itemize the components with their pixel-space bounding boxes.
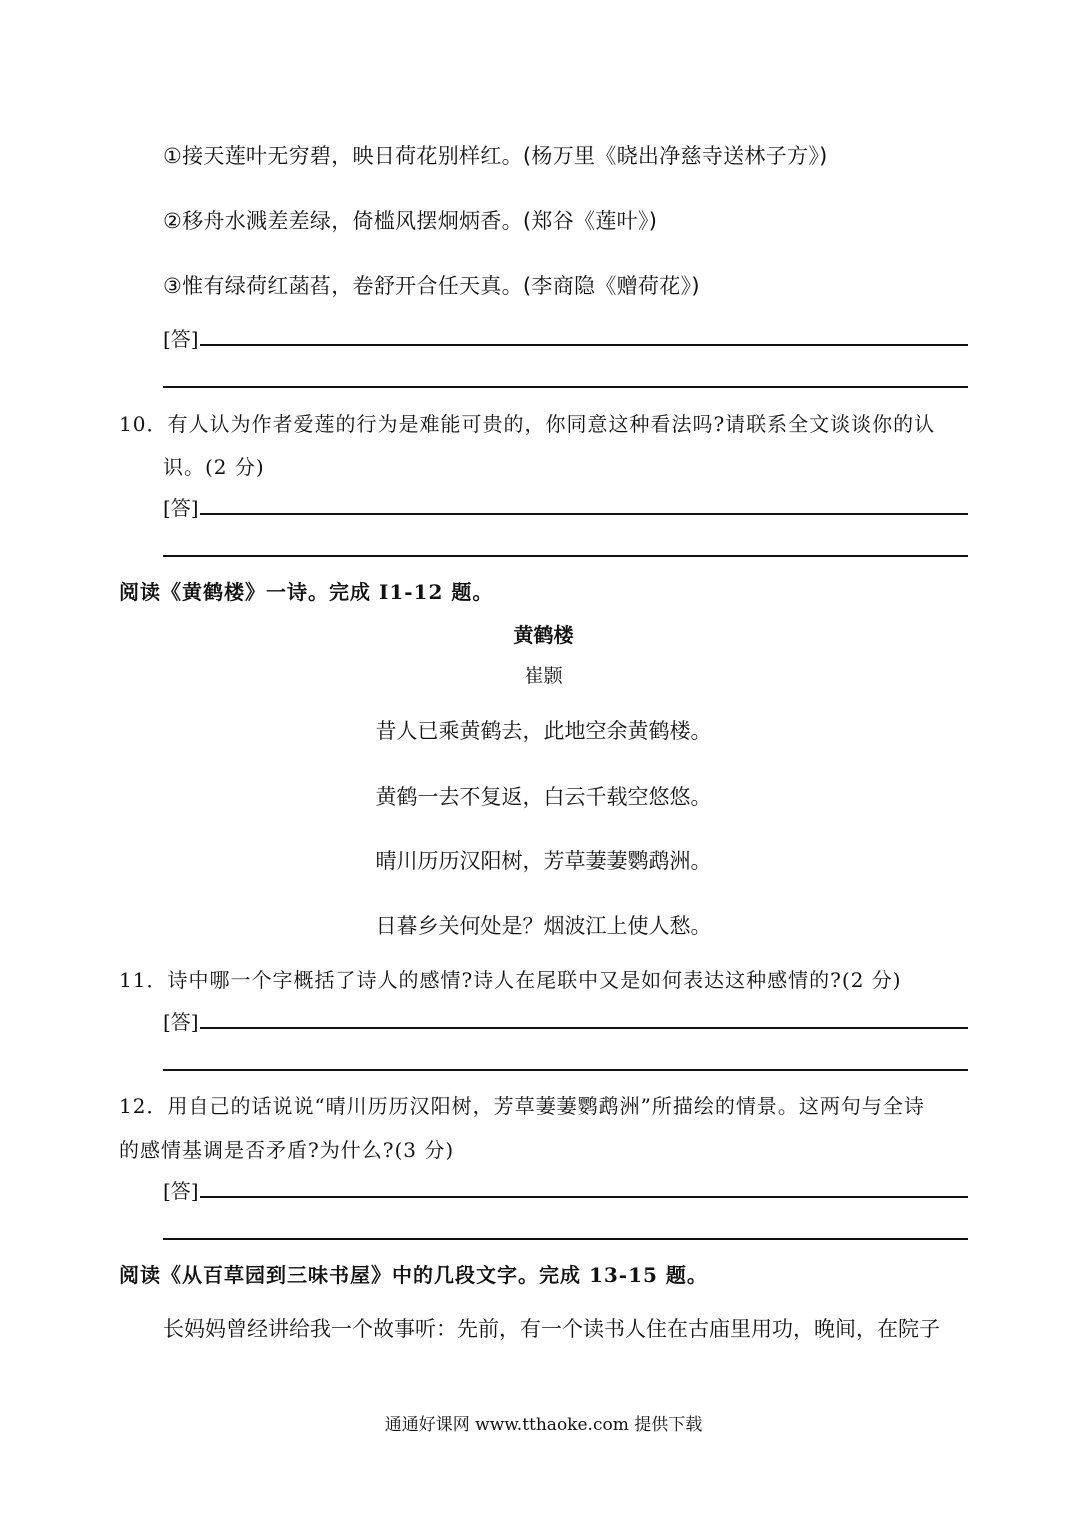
lotus-quote-2: ②移舟水溅差差绿，倚槛风摆炯炳香。(郑谷《莲叶》) (163, 209, 658, 233)
answer-line[interactable] (200, 1027, 968, 1029)
lotus-quote-1: ①接天莲叶无穷碧，映日荷花别样红。(杨万里《晓出净慈寺送林子方》) (163, 144, 828, 168)
question-11: 11．诗中哪一个字概括了诗人的感情?诗人在尾联中又是如何表达这种感情的?(2 分) (119, 968, 902, 992)
poem-line-1: 昔人已乘黄鹤去，此地空余黄鹤楼。 (375, 719, 712, 743)
section-heading-prose: 阅读《从百草园到三味书屋》中的几段文字。完成 13-15 题。 (119, 1263, 708, 1287)
poem-line-3: 晴川历历汉阳树，芳草萋萋鹦鹉洲。 (375, 849, 712, 873)
question-12-line1: 12．用自己的话说说“晴川历历汉阳树，芳草萋萋鹦鹉洲”所描绘的情景。这两句与全诗 (119, 1094, 925, 1118)
answer-line[interactable] (200, 513, 968, 515)
poem-title: 黄鹤楼 (513, 623, 574, 647)
question-10-line2: 识。(2 分) (163, 455, 265, 479)
answer-line[interactable] (163, 1069, 968, 1071)
question-10-line1: 10．有人认为作者爱莲的行为是难能可贵的，你同意这种看法吗?请联系全文谈谈你的认 (119, 412, 936, 436)
prose-paragraph: 长妈妈曾经讲给我一个故事听：先前，有一个读书人住在古庙里用功，晚间，在院子 (163, 1317, 940, 1341)
poem-line-4: 日暮乡关何处是？烟波江上使人愁。 (375, 914, 712, 938)
answer-label: [答] (163, 327, 199, 351)
answer-line[interactable] (200, 1196, 968, 1198)
answer-line[interactable] (163, 1238, 968, 1240)
question-12-line2: 的感情基调是否矛盾?为什么?(3 分) (119, 1138, 455, 1162)
answer-label: [答] (163, 496, 199, 520)
answer-label: [答] (163, 1010, 199, 1034)
answer-label: [答] (163, 1179, 199, 1203)
poem-author: 崔颢 (524, 665, 563, 687)
answer-line[interactable] (163, 555, 968, 557)
lotus-quote-3: ③惟有绿荷红菡萏，卷舒开合任天真。(李商隐《赠荷花》) (163, 274, 700, 298)
page-footer: 通通好课网 www.tthaoke.com 提供下载 (384, 1415, 703, 1435)
poem-line-2: 黄鹤一去不复返，白云千载空悠悠。 (375, 785, 712, 809)
answer-line[interactable] (200, 344, 968, 346)
section-heading-poem: 阅读《黄鹤楼》一诗。完成 I1-12 题。 (119, 580, 494, 604)
answer-line[interactable] (163, 386, 968, 388)
